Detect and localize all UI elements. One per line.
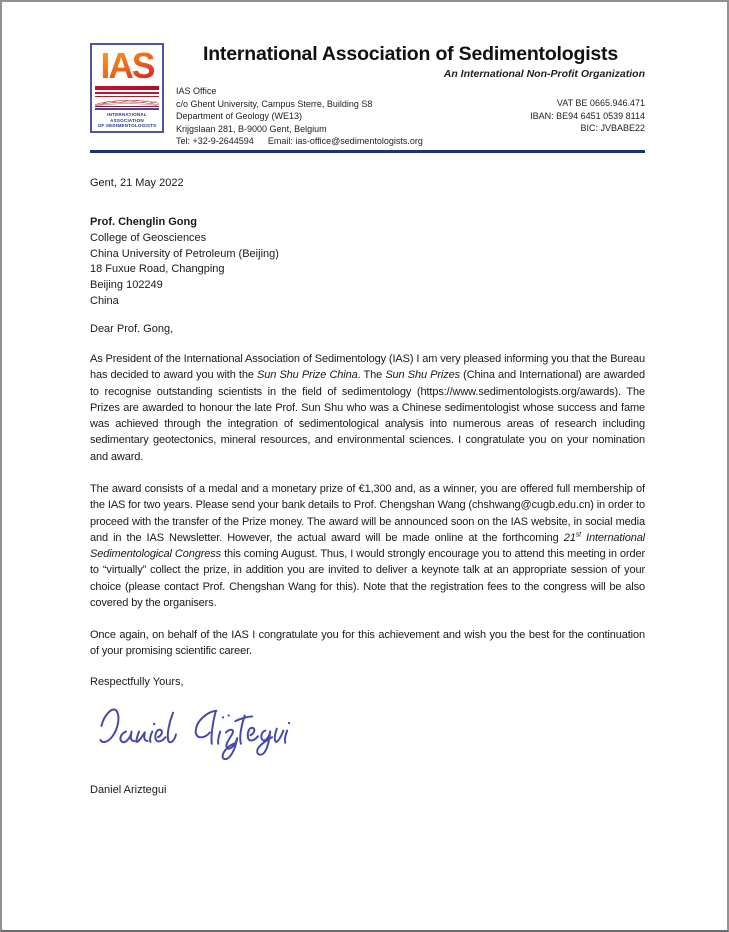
email: Email: ias-office@sedimentologists.org <box>267 136 423 147</box>
paragraph-3: Once again, on behalf of the IAS I congratulate you for this achievement and wish you the best for the continuation of your promising scientific career. <box>90 629 645 658</box>
signer-name: Daniel Ariztegui <box>90 783 167 796</box>
letterhead <box>90 43 645 147</box>
contact-line <box>176 135 423 147</box>
header-divider <box>90 150 645 153</box>
org-tagline: An International Non-Profit Organization <box>443 68 645 81</box>
paragraph-2: The award consists of a medal and a monetary prize of €1,300 and, as a winner, you are offered full membership of the IAS for two years. Please send your bank details to Prof. Chengshan Wang (chshwang@cugb.edu.cn) in order to proceed with the transfer of the Prize money. The award will be announced soon on the IAS website, in social media and in the IAS Newsletter. However, the actual award will be made online at the forthcoming 21st International Sedimentological Congress this coming August. Thus, I would strongly encourage you to attend this meeting in order to “virtually” collect the prize, in addition you are invited to deliver a keynote talk at an appropriate session of your choice (please contact Prof. Chengshan Wang for this). Note that the registration fees to the congress will be also covered by the organisers. <box>90 482 646 609</box>
office-line: IAS Office <box>176 86 217 97</box>
recipient-line: College of Geosciences <box>90 232 207 245</box>
registration-details <box>530 85 645 147</box>
iban-number: IBAN: BE94 6451 0539 8114 <box>530 110 645 121</box>
logo-stripe <box>95 96 159 97</box>
recipient-line: China <box>90 294 119 307</box>
office-line: c/o Ghent University, Campus Sterre, Building S8 <box>176 98 373 109</box>
recipient-name: Prof. Chenglin Gong <box>90 216 197 229</box>
handwritten-signature <box>92 696 290 768</box>
office-line: Krijgslaan 281, B-9000 Gent, Belgium <box>176 123 327 134</box>
recipient-line: 18 Fuxue Road, Changping <box>90 263 225 276</box>
bic-code: BIC: JVBABE22 <box>580 123 645 134</box>
logo-caption: INTERNATIONAL ASSOCIATION OF SEDIMENTOLOGISTS <box>97 111 157 129</box>
logo-stripe <box>95 108 159 110</box>
office-line: Department of Geology (WE13) <box>176 111 303 122</box>
ordinal-superscript: st <box>575 531 581 539</box>
italic-phrase: Sun Shu Prizes <box>385 369 460 382</box>
closing-phrase: Respectfully Yours, <box>90 675 184 688</box>
italic-phrase: International Sedimentological Congress <box>90 531 646 561</box>
logo-stripe <box>95 106 159 107</box>
logo-stripe <box>95 92 159 94</box>
italic-phrase: Sun Shu Prize China <box>257 369 358 382</box>
paragraph-1: As President of the International Association of Sedimentology (IAS) I am very pleased informing you that the Bureau has decided to award you with the Sun Shu Prize China. The Sun Shu Prizes (China and International) are awarded to recognise outstanding scientists in the field of sedimentology (https://www.sedimentologists.org/awards). The Prizes are awarded to honour the late Prof. Sun Shu who was a Chinese sedimentologist whose success and fame was achieved through the integration of sedimentological analysis into numerous areas of research including sedimentary geotectonics, mineral resources, and environmental sciences. I congratulate you on your nomination and award. <box>90 353 645 463</box>
ias-logo <box>90 43 164 133</box>
dateline: Gent, 21 May 2022 <box>90 177 184 190</box>
recipient-address <box>90 215 645 309</box>
logo-crossbedding-icon <box>95 98 159 106</box>
telephone: Tel: +32-9-2644594 <box>176 136 254 147</box>
recipient-line: China University of Petroleum (Beijing) <box>90 247 279 260</box>
office-address <box>176 85 423 147</box>
org-name: International Association of Sedimentologists <box>203 43 618 65</box>
italic-phrase: 21 <box>563 531 576 544</box>
letterhead-info <box>176 85 645 147</box>
vat-number: VAT BE 0665.946.471 <box>556 98 645 109</box>
ias-logo-acronym: IAS <box>96 47 159 85</box>
logo-stripe <box>95 86 159 90</box>
recipient-line: Beijing 102249 <box>90 278 163 291</box>
salutation: Dear Prof. Gong, <box>90 323 174 336</box>
